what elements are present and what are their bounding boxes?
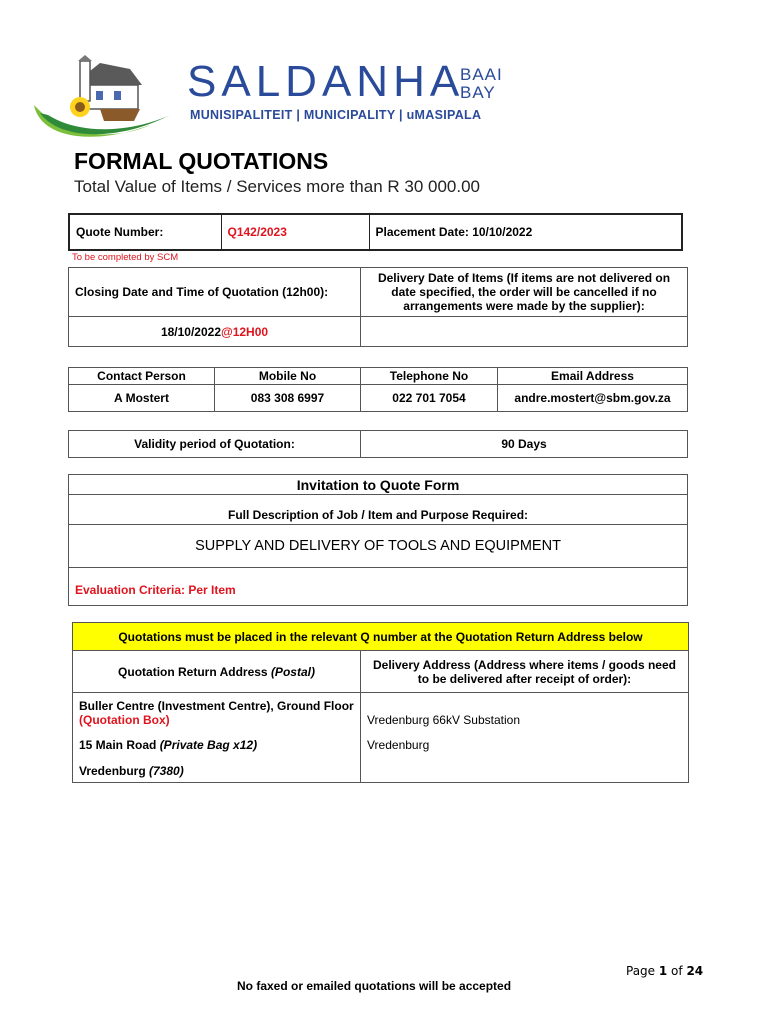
return-address-code: (7380) <box>149 764 184 778</box>
quotation-box: (Quotation Box) <box>79 713 170 727</box>
quote-number-label: Quote Number: <box>69 214 221 250</box>
return-address-postal: (Postal) <box>270 664 315 679</box>
delivery-date-value <box>361 317 688 347</box>
job-description: SUPPLY AND DELIVERY OF TOOLS AND EQUIPMENT <box>69 525 688 568</box>
return-address-banner: Quotations must be placed in the relevant Q number at the Quotation Return Address below <box>73 623 689 651</box>
brand-bay: BAY <box>460 83 496 102</box>
return-address-line3 <box>79 764 354 778</box>
municipality-logo <box>30 55 180 145</box>
footer-note: No faxed or emailed quotations will be accepted <box>237 979 512 993</box>
quote-number-value: Q142/2023 <box>221 214 369 250</box>
contact-header: Mobile No <box>215 368 361 385</box>
contact-header: Contact Person <box>69 368 215 385</box>
invitation-table <box>68 474 688 606</box>
return-address-value <box>73 693 361 783</box>
contact-header: Email Address <box>498 368 688 385</box>
brand-subtitle: MUNISIPALITEIT | MUNICIPALITY | uMASIPALA <box>190 108 482 122</box>
closing-date-table <box>68 267 688 347</box>
closing-date-value <box>69 317 361 347</box>
delivery-address-line1: Vredenburg 66kV Substation <box>367 713 520 727</box>
brand-baai: BAAI <box>460 65 503 84</box>
page-current: 1 <box>658 964 668 978</box>
page-prefix: Page <box>626 964 659 978</box>
return-address-label-text: Quotation Return Address <box>118 664 271 679</box>
return-address-line1 <box>79 699 354 727</box>
return-address-label <box>73 651 361 693</box>
return-address-bag: (Private Bag x12) <box>159 738 258 752</box>
validity-value: 90 Days <box>361 431 688 458</box>
telephone-value: 022 701 7054 <box>361 385 498 412</box>
placement-date: Placement Date: 10/10/2022 <box>369 214 682 250</box>
page-total: 24 <box>686 964 704 978</box>
validity-label: Validity period of Quotation: <box>69 431 361 458</box>
closing-time: @12H00 <box>221 324 269 339</box>
page-number <box>626 964 703 978</box>
brand-name: SALDANHA <box>187 57 465 106</box>
brand-baai-bay <box>460 66 503 102</box>
address-table <box>72 622 689 783</box>
delivery-address-label: Delivery Address (Address where items / goods need to be delivered after receipt of order): <box>361 651 689 693</box>
closing-date-label: Closing Date and Time of Quotation (12h00): <box>69 268 361 317</box>
delivery-address-value <box>361 693 689 783</box>
contact-header: Telephone No <box>361 368 498 385</box>
contact-person-value: A Mostert <box>69 385 215 412</box>
contact-table <box>68 367 688 412</box>
quote-info-table <box>68 213 683 251</box>
page-title: FORMAL QUOTATIONS <box>74 148 329 174</box>
return-address-town: Vredenburg <box>79 764 150 778</box>
page-subtitle: Total Value of Items / Services more than R 30 000.00 <box>74 177 481 196</box>
delivery-date-label: Delivery Date of Items (If items are not delivered on date specified, the order will be cancelled if no arrangements were made by the supplier): <box>361 268 688 317</box>
page-of: of <box>667 964 687 978</box>
validity-table <box>68 430 688 458</box>
scm-note: To be completed by SCM <box>72 252 179 263</box>
return-address-building: Buller Centre (Investment Centre), Ground Floor <box>79 699 354 713</box>
description-label: Full Description of Job / Item and Purpose Required: <box>69 495 688 525</box>
invitation-heading: Invitation to Quote Form <box>69 475 688 495</box>
delivery-address-line2: Vredenburg <box>367 738 430 752</box>
closing-date: 18/10/2022 <box>160 324 221 339</box>
evaluation-criteria: Evaluation Criteria: Per Item <box>69 568 688 606</box>
mobile-value: 083 308 6997 <box>215 385 361 412</box>
email-value: andre.mostert@sbm.gov.za <box>498 385 688 412</box>
return-address-street: 15 Main Road <box>79 738 160 752</box>
return-address-line2 <box>79 738 354 752</box>
